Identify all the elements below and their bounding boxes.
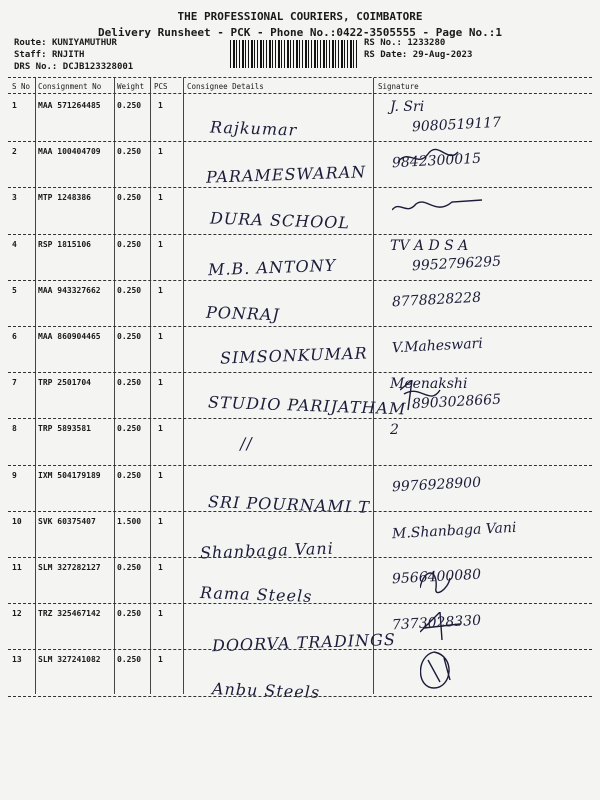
row-pcs: 1 bbox=[158, 239, 163, 249]
row-signature-mark: 2 bbox=[390, 422, 399, 439]
row-sno: 11 bbox=[12, 563, 22, 572]
row-pcs: 1 bbox=[158, 193, 163, 203]
company-title: THE PROFESSIONAL COURIERS, COIMBATORE bbox=[177, 10, 423, 23]
row-consignment-no: TRZ 325467142 bbox=[38, 609, 101, 619]
row-consignee-handwritten: SIMSONKUMAR bbox=[219, 343, 368, 368]
row-pcs: 1 bbox=[158, 516, 163, 526]
row-consignment-no: SLM 327282127 bbox=[38, 563, 101, 572]
row-consignee-handwritten: SRI POURNAMI T bbox=[207, 491, 371, 517]
row-weight: 0.250 bbox=[117, 147, 142, 157]
row-consignment-no: MTP 1248386 bbox=[38, 193, 91, 203]
rs-date-label: RS Date: bbox=[364, 50, 408, 60]
header-top-rule bbox=[8, 77, 592, 78]
row-consignment-no: TRP 5893581 bbox=[38, 424, 91, 434]
route-value: KUNIYAMUTHUR bbox=[51, 38, 117, 48]
row-weight: 0.250 bbox=[117, 563, 142, 572]
row-consignment-no: MAA 100404709 bbox=[38, 147, 101, 157]
signature-scribble-icon bbox=[420, 612, 520, 654]
row-separator bbox=[8, 141, 592, 142]
row-pcs: 1 bbox=[158, 655, 163, 665]
row-pcs: 1 bbox=[158, 101, 163, 110]
row-consignee-handwritten: Rama Steels bbox=[199, 583, 313, 606]
route-label: Route: bbox=[14, 38, 47, 48]
column-divider bbox=[183, 78, 184, 694]
row-signature-mark: J. Sri bbox=[390, 99, 425, 115]
row-consignee-handwritten: // bbox=[239, 434, 254, 454]
column-divider bbox=[150, 78, 151, 694]
row-pcs: 1 bbox=[158, 378, 163, 388]
row-signature-text: 8778828228 bbox=[391, 289, 482, 311]
drs-value: DCJB123328001 bbox=[62, 62, 134, 72]
row-consignment-no: SVK 60375407 bbox=[38, 516, 96, 526]
row-consignment-no: MAA 943327662 bbox=[38, 285, 101, 295]
header-bottom-rule bbox=[8, 93, 592, 94]
drs-label: DRS No.: bbox=[14, 62, 58, 72]
row-pcs: 1 bbox=[158, 332, 163, 341]
row-sno: 4 bbox=[12, 239, 17, 249]
row-signature-mark: Meenakshi bbox=[390, 376, 468, 393]
row-consignee-handwritten: STUDIO PARIJATHAM bbox=[207, 392, 407, 419]
row-weight: 0.250 bbox=[117, 285, 142, 295]
row-separator bbox=[8, 511, 592, 512]
row-consignment-no: MAA 860904465 bbox=[38, 332, 101, 341]
row-separator bbox=[8, 372, 592, 373]
row-consignment-no: RSP 1815106 bbox=[38, 239, 91, 249]
row-consignee-handwritten: Rajkumar bbox=[209, 117, 298, 140]
signature-scribble-icon bbox=[398, 148, 498, 190]
row-weight: 0.250 bbox=[117, 239, 142, 249]
signature-scribble-icon bbox=[420, 568, 520, 610]
rs-no-line bbox=[364, 38, 445, 48]
row-weight: 0.250 bbox=[117, 609, 142, 619]
row-consignee-handwritten: DURA SCHOOL bbox=[209, 208, 351, 233]
signature-scribble-icon bbox=[420, 650, 520, 692]
rs-date-value: 29-Aug-2023 bbox=[412, 50, 473, 60]
staff-label: Staff: bbox=[14, 50, 47, 60]
drs-line bbox=[14, 62, 133, 72]
row-separator bbox=[8, 465, 592, 466]
row-signature-text: 9080519117 bbox=[411, 114, 502, 136]
col-pcs: PCS bbox=[154, 82, 168, 91]
row-sno: 7 bbox=[12, 378, 17, 388]
row-pcs: 1 bbox=[158, 285, 163, 295]
row-signature-text: 7373028330 bbox=[391, 612, 482, 634]
row-consignee-handwritten: M.B. ANTONY bbox=[207, 255, 337, 279]
row-signature-mark: TV A D S A bbox=[390, 237, 469, 254]
route-line bbox=[14, 38, 117, 48]
signature-scribble-icon bbox=[400, 380, 500, 422]
barcode bbox=[230, 40, 358, 68]
row-consignment-no: MAA 571264485 bbox=[38, 101, 101, 110]
row-weight: 0.250 bbox=[117, 424, 142, 434]
row-separator bbox=[8, 418, 592, 419]
row-weight: 1.500 bbox=[117, 516, 142, 526]
column-divider bbox=[35, 78, 36, 694]
row-consignment-no: SLM 327241082 bbox=[38, 655, 101, 665]
row-pcs: 1 bbox=[158, 470, 163, 480]
col-sno: S No bbox=[12, 82, 31, 91]
col-consignment: Consignment No bbox=[38, 82, 102, 91]
col-consignee: Consignee Details bbox=[187, 82, 264, 91]
row-signature-text: 9566400080 bbox=[391, 566, 482, 588]
row-separator bbox=[8, 326, 592, 327]
row-weight: 0.250 bbox=[117, 332, 142, 341]
row-sno: 6 bbox=[12, 332, 17, 341]
row-pcs: 1 bbox=[158, 609, 163, 619]
row-consignee-handwritten: DOORVA TRADINGS bbox=[211, 629, 397, 656]
staff-line bbox=[14, 50, 84, 60]
row-sno: 8 bbox=[12, 424, 17, 434]
staff-value: RNJITH bbox=[51, 50, 85, 60]
row-separator bbox=[8, 187, 592, 188]
row-separator bbox=[8, 280, 592, 281]
row-weight: 0.250 bbox=[117, 655, 142, 665]
col-signature: Signature bbox=[378, 82, 419, 91]
row-signature-text: 9976928900 bbox=[391, 474, 482, 495]
col-weight: Weight bbox=[117, 82, 145, 91]
row-consignee-handwritten: Anbu Steels bbox=[211, 679, 321, 703]
row-weight: 0.250 bbox=[117, 378, 142, 388]
runsheet-subtitle: Delivery Runsheet - PCK - Phone No.:0422-3505555 - Page No.:1 bbox=[98, 26, 502, 39]
signature-scribble-icon bbox=[392, 198, 492, 240]
row-sno: 12 bbox=[12, 609, 22, 619]
row-signature-text: 9952796295 bbox=[411, 253, 502, 274]
row-pcs: 1 bbox=[158, 147, 163, 157]
row-sno: 5 bbox=[12, 285, 17, 295]
row-consignee-handwritten: Shanbaga Vani bbox=[199, 538, 335, 563]
row-pcs: 1 bbox=[158, 424, 163, 434]
row-sno: 1 bbox=[12, 101, 17, 110]
row-signature-text: 9842300015 bbox=[391, 150, 482, 172]
row-separator bbox=[8, 557, 592, 558]
column-divider bbox=[114, 78, 115, 694]
row-weight: 0.250 bbox=[117, 470, 142, 480]
rs-no-value: 1233280 bbox=[407, 38, 446, 48]
row-weight: 0.250 bbox=[117, 101, 142, 110]
row-separator bbox=[8, 234, 592, 235]
row-consignment-no: TRP 2501704 bbox=[38, 378, 91, 388]
row-signature-text: 8903028665 bbox=[411, 391, 502, 413]
row-consignment-no: IXM 504179189 bbox=[38, 470, 101, 480]
row-separator bbox=[8, 696, 592, 697]
row-consignee-handwritten: PARAMESWARAN bbox=[205, 162, 367, 187]
row-signature-text: V.Maheswari bbox=[391, 335, 484, 357]
row-pcs: 1 bbox=[158, 563, 163, 572]
rs-no-label: RS No.: bbox=[364, 38, 402, 48]
row-sno: 13 bbox=[12, 655, 22, 665]
row-sno: 3 bbox=[12, 193, 17, 203]
row-sno: 10 bbox=[12, 516, 22, 526]
rs-date-line bbox=[364, 50, 472, 60]
row-sno: 2 bbox=[12, 147, 17, 157]
column-divider bbox=[373, 78, 374, 694]
row-consignee-handwritten: PONRAJ bbox=[205, 302, 281, 325]
row-weight: 0.250 bbox=[117, 193, 142, 203]
row-sno: 9 bbox=[12, 470, 17, 480]
row-signature-text: M.Shanbaga Vani bbox=[391, 519, 517, 543]
